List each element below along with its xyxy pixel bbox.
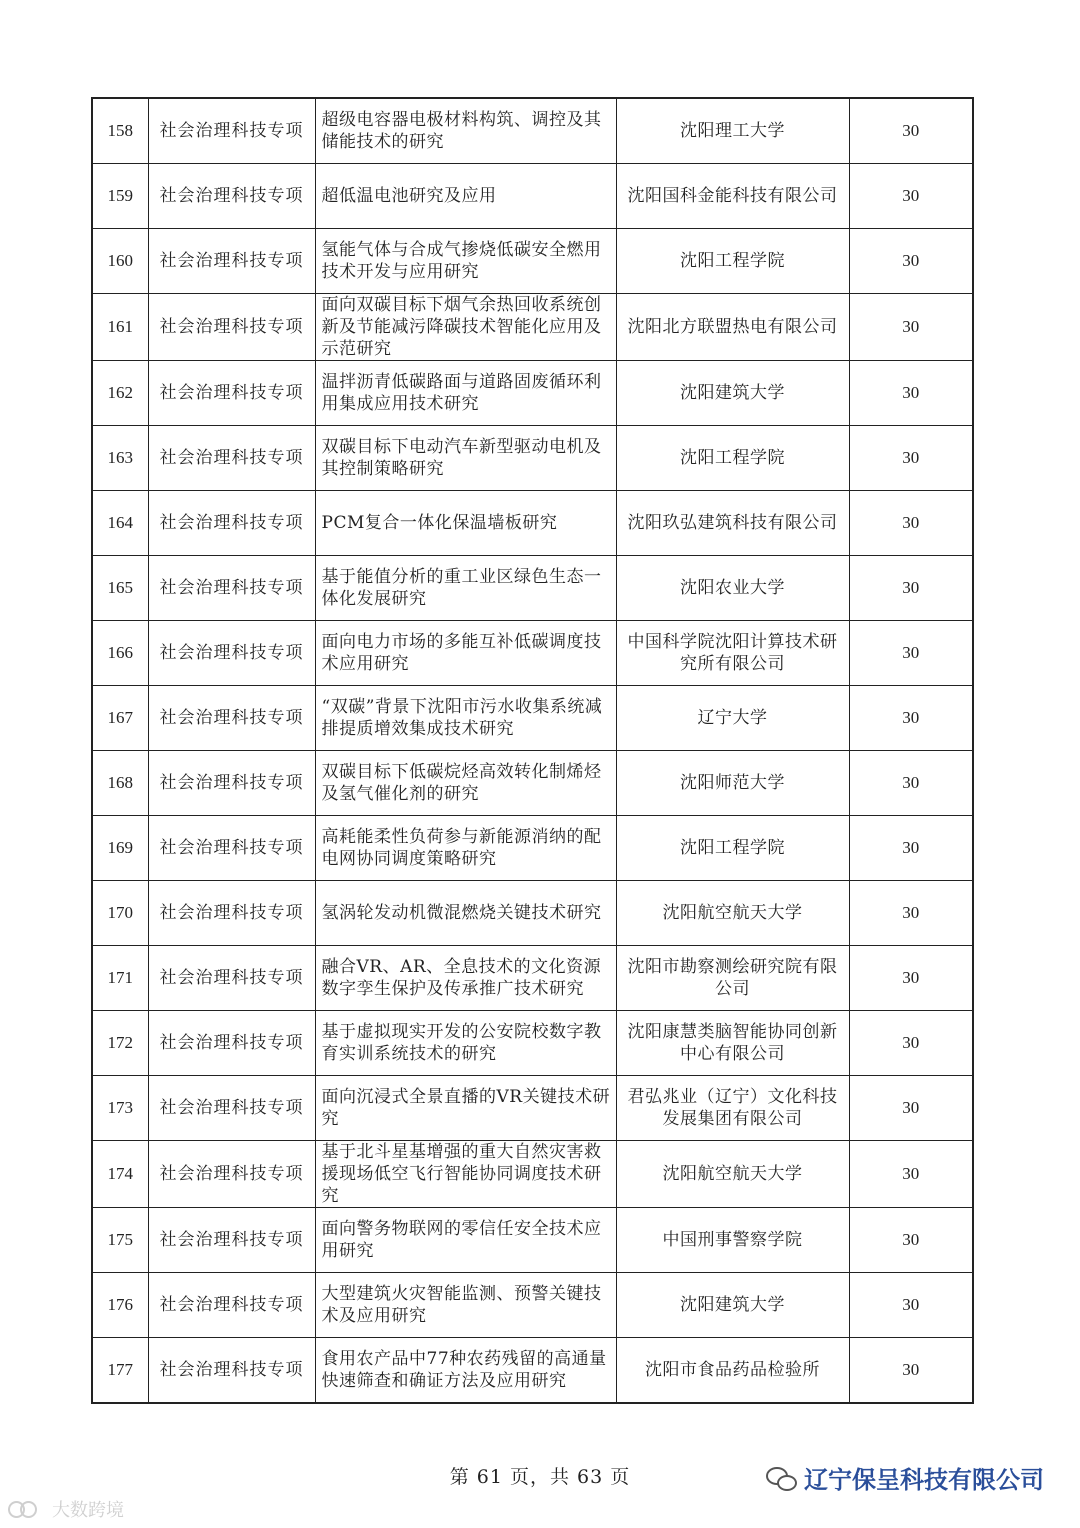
cell-number: 173 bbox=[92, 1076, 148, 1141]
cell-number: 163 bbox=[92, 426, 148, 491]
cell-project-name: 超低温电池研究及应用 bbox=[315, 164, 616, 229]
cell-category: 社会治理科技专项 bbox=[148, 294, 315, 361]
cell-number: 167 bbox=[92, 686, 148, 751]
cell-unit: 沈阳国科金能科技有限公司 bbox=[616, 164, 849, 229]
cell-score: 30 bbox=[849, 1141, 973, 1208]
cell-category: 社会治理科技专项 bbox=[148, 361, 315, 426]
cell-project-name: 基于能值分析的重工业区绿色生态一体化发展研究 bbox=[315, 556, 616, 621]
cell-score: 30 bbox=[849, 229, 973, 294]
cell-score: 30 bbox=[849, 491, 973, 556]
cell-category: 社会治理科技专项 bbox=[148, 491, 315, 556]
cell-score: 30 bbox=[849, 294, 973, 361]
table-row bbox=[92, 491, 973, 556]
table-row bbox=[92, 1273, 973, 1338]
cell-score: 30 bbox=[849, 621, 973, 686]
cell-project-name: 氢涡轮发动机微混燃烧关键技术研究 bbox=[315, 881, 616, 946]
cell-unit: 中国刑事警察学院 bbox=[616, 1208, 849, 1273]
cell-number: 166 bbox=[92, 621, 148, 686]
cell-score: 30 bbox=[849, 361, 973, 426]
cell-unit: 沈阳航空航天大学 bbox=[616, 881, 849, 946]
cell-category: 社会治理科技专项 bbox=[148, 426, 315, 491]
logo-icon bbox=[8, 1499, 48, 1519]
cell-project-name: 面向警务物联网的零信任安全技术应用研究 bbox=[315, 1208, 616, 1273]
cell-category: 社会治理科技专项 bbox=[148, 1208, 315, 1273]
watermark-right-text: 辽宁保呈科技有限公司 bbox=[804, 1466, 1044, 1494]
cell-category: 社会治理科技专项 bbox=[148, 556, 315, 621]
cell-category: 社会治理科技专项 bbox=[148, 816, 315, 881]
cell-unit: 沈阳建筑大学 bbox=[616, 1273, 849, 1338]
table-row bbox=[92, 98, 973, 164]
cell-unit: 辽宁大学 bbox=[616, 686, 849, 751]
cell-unit: 沈阳市食品药品检验所 bbox=[616, 1338, 849, 1404]
cell-number: 174 bbox=[92, 1141, 148, 1208]
cell-unit: 沈阳工程学院 bbox=[616, 816, 849, 881]
cell-number: 161 bbox=[92, 294, 148, 361]
cell-unit: 沈阳北方联盟热电有限公司 bbox=[616, 294, 849, 361]
cell-unit: 沈阳工程学院 bbox=[616, 229, 849, 294]
cell-category: 社会治理科技专项 bbox=[148, 751, 315, 816]
cell-category: 社会治理科技专项 bbox=[148, 946, 315, 1011]
cell-project-name: 超级电容器电极材料构筑、调控及其储能技术的研究 bbox=[315, 98, 616, 164]
cell-unit: 沈阳农业大学 bbox=[616, 556, 849, 621]
cell-number: 158 bbox=[92, 98, 148, 164]
cell-number: 168 bbox=[92, 751, 148, 816]
cell-category: 社会治理科技专项 bbox=[148, 1141, 315, 1208]
cell-number: 172 bbox=[92, 1011, 148, 1076]
cell-score: 30 bbox=[849, 751, 973, 816]
cell-category: 社会治理科技专项 bbox=[148, 881, 315, 946]
cell-score: 30 bbox=[849, 164, 973, 229]
cell-unit: 沈阳建筑大学 bbox=[616, 361, 849, 426]
table-row bbox=[92, 621, 973, 686]
cell-score: 30 bbox=[849, 1011, 973, 1076]
cell-category: 社会治理科技专项 bbox=[148, 229, 315, 294]
cell-number: 164 bbox=[92, 491, 148, 556]
table-row bbox=[92, 1011, 973, 1076]
table-row bbox=[92, 946, 973, 1011]
cell-unit: 沈阳玖弘建筑科技有限公司 bbox=[616, 491, 849, 556]
table-row bbox=[92, 1141, 973, 1208]
table-row bbox=[92, 751, 973, 816]
cell-project-name: PCM复合一体化保温墙板研究 bbox=[315, 491, 616, 556]
cell-unit: 沈阳师范大学 bbox=[616, 751, 849, 816]
cell-project-name: 食用农产品中77种农药残留的高通量快速筛查和确证方法及应用研究 bbox=[315, 1338, 616, 1404]
cell-project-name: 双碳目标下电动汽车新型驱动电机及其控制策略研究 bbox=[315, 426, 616, 491]
table-row bbox=[92, 556, 973, 621]
cell-score: 30 bbox=[849, 98, 973, 164]
cell-score: 30 bbox=[849, 556, 973, 621]
cell-unit: 君弘兆业（辽宁）文化科技发展集团有限公司 bbox=[616, 1076, 849, 1141]
cell-unit: 沈阳航空航天大学 bbox=[616, 1141, 849, 1208]
cell-project-name: 面向电力市场的多能互补低碳调度技术应用研究 bbox=[315, 621, 616, 686]
cell-project-name: 面向双碳目标下烟气余热回收系统创新及节能减污降碳技术智能化应用及示范研究 bbox=[315, 294, 616, 361]
cell-unit: 沈阳市勘察测绘研究院有限公司 bbox=[616, 946, 849, 1011]
table-row bbox=[92, 686, 973, 751]
table-row bbox=[92, 164, 973, 229]
cell-score: 30 bbox=[849, 426, 973, 491]
table-row bbox=[92, 1208, 973, 1273]
cell-number: 177 bbox=[92, 1338, 148, 1404]
watermark-right bbox=[766, 1460, 1044, 1495]
cell-unit: 沈阳康慧类脑智能协同创新中心有限公司 bbox=[616, 1011, 849, 1076]
cell-number: 170 bbox=[92, 881, 148, 946]
cell-project-name: 双碳目标下低碳烷烃高效转化制烯烃及氢气催化剂的研究 bbox=[315, 751, 616, 816]
cell-project-name: 基于北斗星基增强的重大自然灾害救援现场低空飞行智能协同调度技术研究 bbox=[315, 1141, 616, 1208]
cell-score: 30 bbox=[849, 1338, 973, 1404]
cell-number: 165 bbox=[92, 556, 148, 621]
table-row bbox=[92, 361, 973, 426]
cell-project-name: “双碳”背景下沈阳市污水收集系统减排提质增效集成技术研究 bbox=[315, 686, 616, 751]
cell-score: 30 bbox=[849, 686, 973, 751]
cell-number: 176 bbox=[92, 1273, 148, 1338]
cell-project-name: 温拌沥青低碳路面与道路固废循环利用集成应用技术研究 bbox=[315, 361, 616, 426]
cell-project-name: 面向沉浸式全景直播的VR关键技术研究 bbox=[315, 1076, 616, 1141]
cell-category: 社会治理科技专项 bbox=[148, 1273, 315, 1338]
cell-number: 159 bbox=[92, 164, 148, 229]
table-body bbox=[92, 98, 973, 1403]
cell-project-name: 基于虚拟现实开发的公安院校数字教育实训系统技术的研究 bbox=[315, 1011, 616, 1076]
table-row bbox=[92, 426, 973, 491]
cell-number: 160 bbox=[92, 229, 148, 294]
cell-unit: 沈阳工程学院 bbox=[616, 426, 849, 491]
watermark-left bbox=[8, 1496, 124, 1522]
cell-score: 30 bbox=[849, 1208, 973, 1273]
cell-unit: 沈阳理工大学 bbox=[616, 98, 849, 164]
cell-category: 社会治理科技专项 bbox=[148, 164, 315, 229]
watermark-left-text: 大数跨境 bbox=[52, 1500, 124, 1521]
table-row bbox=[92, 1338, 973, 1404]
table-row bbox=[92, 1076, 973, 1141]
cell-number: 171 bbox=[92, 946, 148, 1011]
table-row bbox=[92, 229, 973, 294]
cell-score: 30 bbox=[849, 881, 973, 946]
table-row bbox=[92, 294, 973, 361]
cell-category: 社会治理科技专项 bbox=[148, 686, 315, 751]
project-table bbox=[91, 97, 974, 1404]
cell-unit: 中国科学院沈阳计算技术研究所有限公司 bbox=[616, 621, 849, 686]
table-row bbox=[92, 881, 973, 946]
cell-category: 社会治理科技专项 bbox=[148, 1011, 315, 1076]
cell-score: 30 bbox=[849, 1273, 973, 1338]
cell-number: 162 bbox=[92, 361, 148, 426]
cell-category: 社会治理科技专项 bbox=[148, 98, 315, 164]
table-row bbox=[92, 816, 973, 881]
cell-number: 169 bbox=[92, 816, 148, 881]
cell-category: 社会治理科技专项 bbox=[148, 1076, 315, 1141]
cell-category: 社会治理科技专项 bbox=[148, 1338, 315, 1404]
cell-score: 30 bbox=[849, 946, 973, 1011]
cell-project-name: 大型建筑火灾智能监测、预警关键技术及应用研究 bbox=[315, 1273, 616, 1338]
cell-number: 175 bbox=[92, 1208, 148, 1273]
cell-project-name: 氢能气体与合成气掺烧低碳安全燃用技术开发与应用研究 bbox=[315, 229, 616, 294]
cell-score: 30 bbox=[849, 1076, 973, 1141]
cell-category: 社会治理科技专项 bbox=[148, 621, 315, 686]
cell-project-name: 融合VR、AR、全息技术的文化资源数字孪生保护及传承推广技术研究 bbox=[315, 946, 616, 1011]
page-number: 第 61 页，共 63 页 bbox=[449, 1466, 631, 1488]
cell-project-name: 高耗能柔性负荷参与新能源消纳的配电网协同调度策略研究 bbox=[315, 816, 616, 881]
wechat-icon bbox=[766, 1465, 796, 1491]
cell-score: 30 bbox=[849, 816, 973, 881]
